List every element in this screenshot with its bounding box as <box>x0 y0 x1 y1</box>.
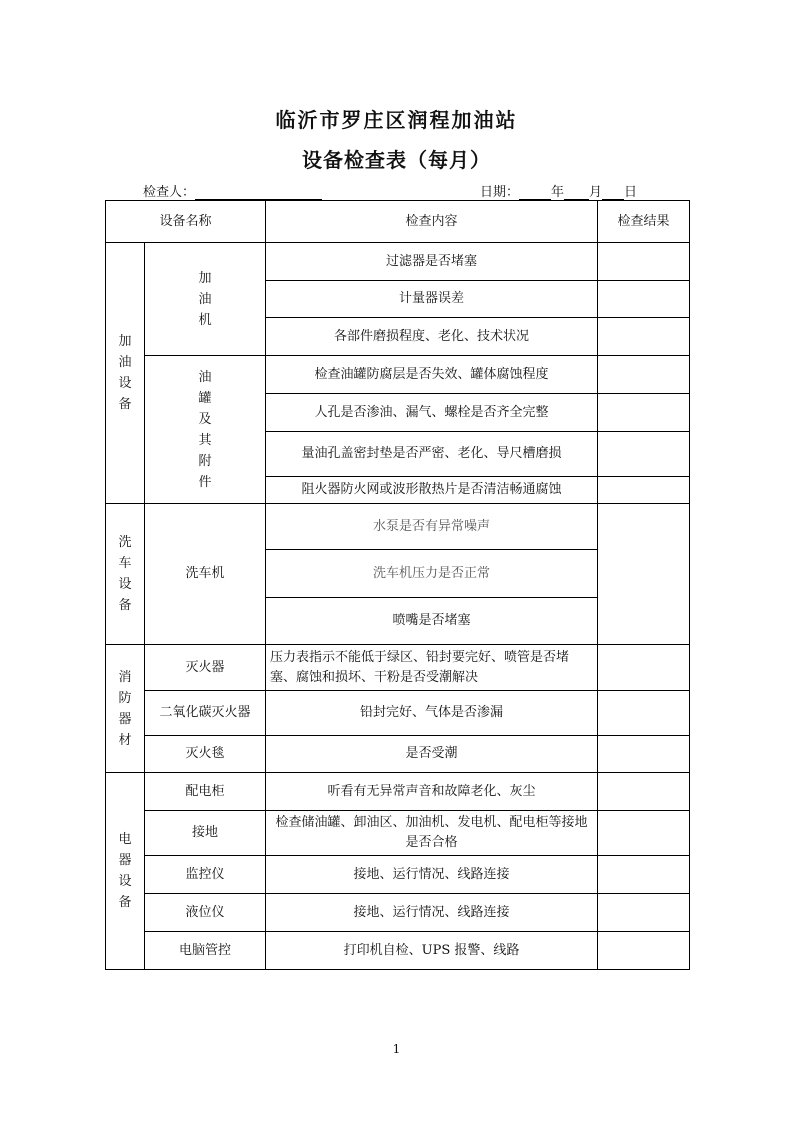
result-cell[interactable] <box>598 932 690 970</box>
inspector-blank[interactable] <box>195 185 322 200</box>
sub-extinguisher: 灭火器 <box>145 645 266 691</box>
document-title: 临沂市罗庄区润程加油站 <box>275 108 518 132</box>
table-header <box>106 201 690 243</box>
check-item: 阻火器防火网或波形散热片是否清洁畅通腐蚀 <box>266 477 598 504</box>
group-fuel: 加 油 设 备 <box>106 243 145 504</box>
check-item: 铅封完好、气体是否渗漏 <box>266 691 598 736</box>
year-blank[interactable] <box>519 185 551 200</box>
month-blank[interactable] <box>564 185 589 200</box>
document-subtitle: 设备检查表（每月） <box>302 148 491 172</box>
result-cell[interactable] <box>598 811 690 856</box>
result-cell[interactable] <box>598 394 690 432</box>
result-cell[interactable] <box>598 736 690 773</box>
check-item: 听看有无异常声音和故障老化、灰尘 <box>266 773 598 811</box>
check-item: 计量器误差 <box>266 281 598 318</box>
header-equipment: 设备名称 <box>106 201 266 243</box>
sub-washer: 洗车机 <box>145 504 266 645</box>
check-item: 是否受潮 <box>266 736 598 773</box>
result-cell[interactable] <box>598 645 690 691</box>
check-item: 喷嘴是否堵塞 <box>266 598 598 645</box>
check-item: 打印机自检、UPS 报警、线路 <box>266 932 598 970</box>
result-cell[interactable] <box>598 432 690 477</box>
check-item: 洗车机压力是否正常 <box>266 550 598 598</box>
group-wash: 洗 车 设 备 <box>106 504 145 645</box>
check-item: 接地、运行情况、线路连接 <box>266 894 598 932</box>
result-cell[interactable] <box>598 243 690 281</box>
sub-co2: 二氧化碳灭火器 <box>145 691 266 736</box>
sub-blanket: 灭火毯 <box>145 736 266 773</box>
result-cell[interactable] <box>598 356 690 394</box>
sub-monitor: 监控仪 <box>145 856 266 894</box>
result-cell[interactable] <box>598 504 690 645</box>
group-fire: 消 防 器 材 <box>106 645 145 773</box>
check-item: 压力表指示不能低于绿区、铅封要完好、喷管是否堵塞、腐蚀和损坏、干粉是否受潮解决 <box>266 645 598 691</box>
date-label: 日期： <box>480 185 520 200</box>
check-item: 过滤器是否堵塞 <box>266 243 598 281</box>
month-label: 月 <box>589 185 603 200</box>
inspection-table <box>105 200 690 970</box>
result-cell[interactable] <box>598 318 690 356</box>
result-cell[interactable] <box>598 691 690 736</box>
sub-tank: 油 罐 及 其 附 件 <box>145 356 266 504</box>
header-result: 检查结果 <box>598 201 690 243</box>
sub-grounding: 接地 <box>145 811 266 856</box>
check-item: 水泵是否有异常噪声 <box>266 504 598 550</box>
result-cell[interactable] <box>598 856 690 894</box>
date-field <box>480 181 637 200</box>
sub-dispenser: 加 油 机 <box>145 243 266 356</box>
check-item: 量油孔盖密封垫是否严密、老化、导尺槽磨损 <box>266 432 598 477</box>
sub-computer: 电脑管控 <box>145 932 266 970</box>
inspector-label: 检查人： <box>143 185 196 200</box>
table-row <box>106 243 690 281</box>
check-item: 检查储油罐、卸油区、加油机、发电机、配电柜等接地是否合格 <box>266 811 598 856</box>
group-electrical: 电 器 设 备 <box>106 773 145 970</box>
header-content: 检查内容 <box>266 201 598 243</box>
result-cell[interactable] <box>598 281 690 318</box>
inspector-field <box>143 181 322 200</box>
sub-level-gauge: 液位仪 <box>145 894 266 932</box>
year-label: 年 <box>551 185 565 200</box>
result-cell[interactable] <box>598 894 690 932</box>
check-item: 接地、运行情况、线路连接 <box>266 856 598 894</box>
check-item: 人孔是否渗油、漏气、螺栓是否齐全完整 <box>266 394 598 432</box>
result-cell[interactable] <box>598 773 690 811</box>
day-label: 日 <box>624 185 638 200</box>
check-item: 各部件磨损程度、老化、技术状况 <box>266 318 598 356</box>
day-blank[interactable] <box>602 185 624 200</box>
sub-cabinet: 配电柜 <box>145 773 266 811</box>
page-number: 1 <box>392 1042 401 1056</box>
result-cell[interactable] <box>598 477 690 504</box>
check-item: 检查油罐防腐层是否失效、罐体腐蚀程度 <box>266 356 598 394</box>
